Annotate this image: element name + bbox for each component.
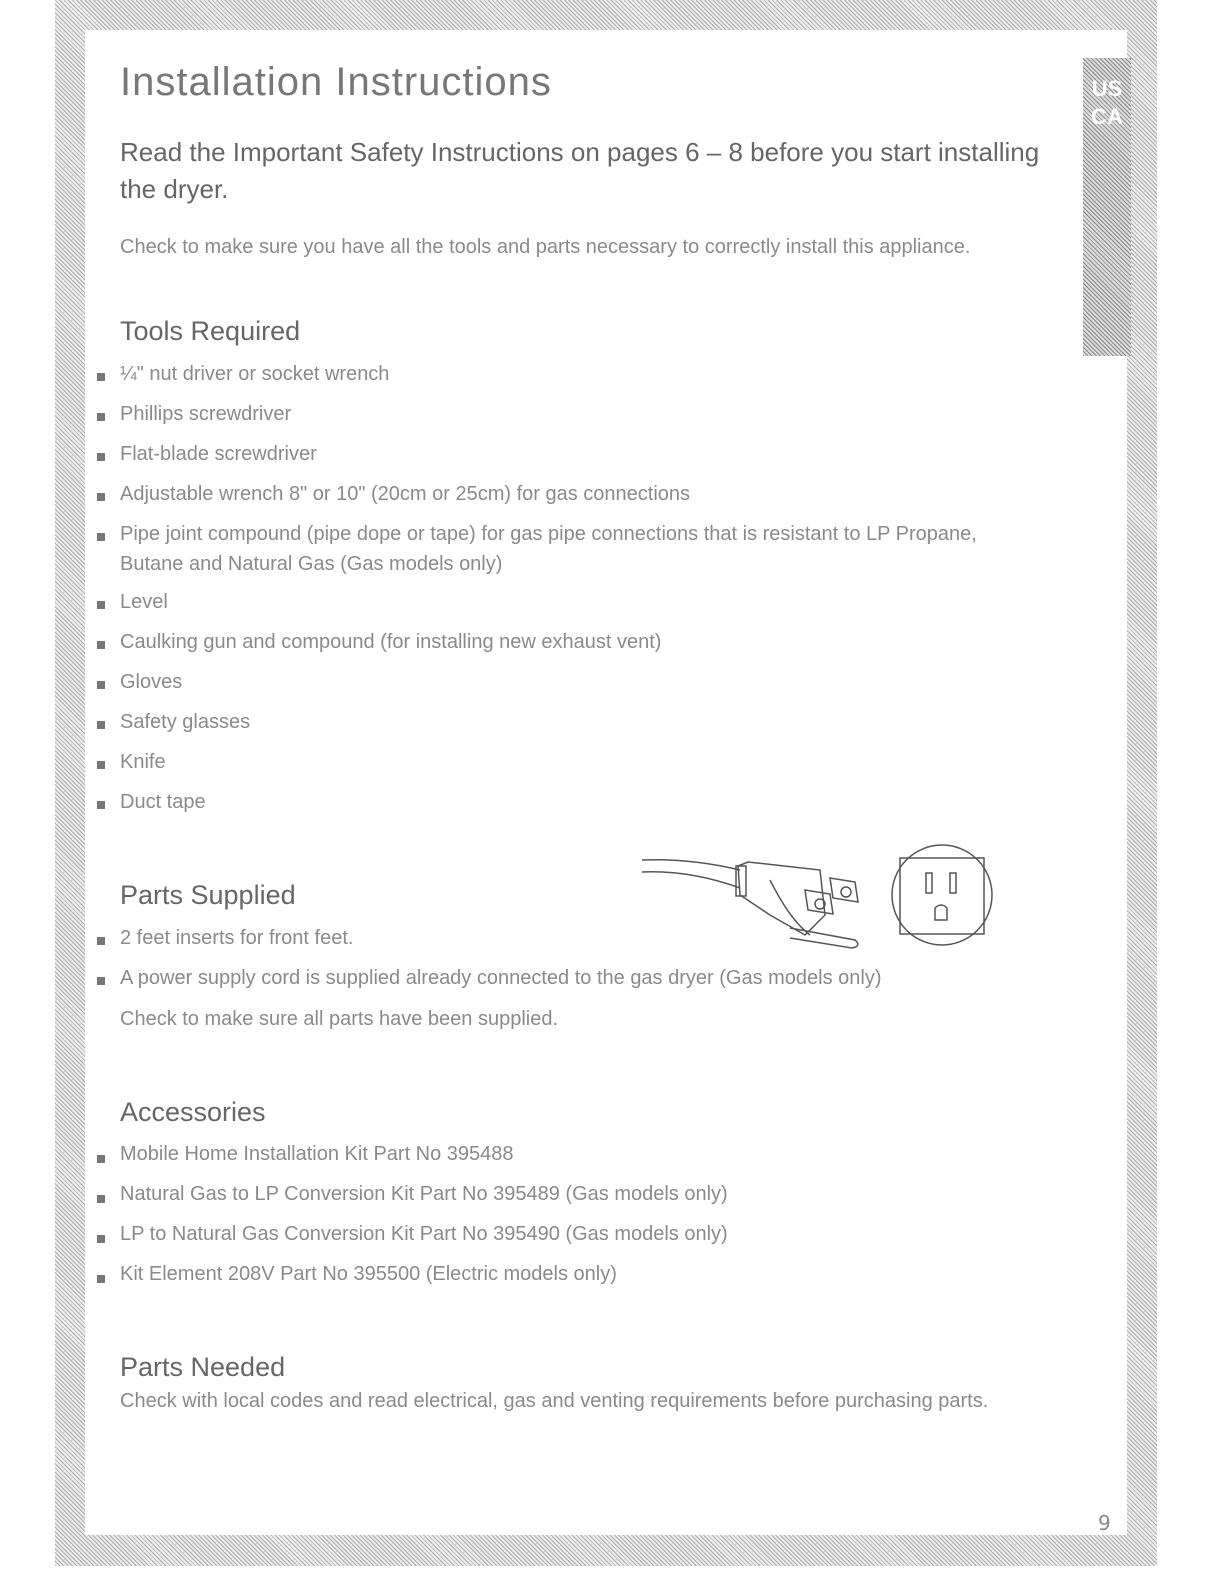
bullet-icon bbox=[97, 373, 105, 381]
list-item: Flat-blade screwdriver bbox=[120, 443, 317, 465]
list-item-continued: Butane and Natural Gas (Gas models only) bbox=[120, 553, 503, 575]
accessories-heading: Accessories bbox=[120, 1097, 266, 1127]
list-item: A power supply cord is supplied already connected to the gas dryer (Gas models only) bbox=[120, 967, 882, 989]
list-item: Knife bbox=[120, 751, 166, 773]
safety-notice: Read the Important Safety Instructions on pages 6 – 8 before you start installing the dryer. bbox=[120, 137, 1040, 204]
region-us: US bbox=[1091, 76, 1123, 101]
power-plug-illustration bbox=[630, 840, 1010, 950]
list-item: Gloves bbox=[120, 671, 183, 693]
list-item: Phillips screwdriver bbox=[120, 403, 292, 425]
list-item: Mobile Home Installation Kit Part No 395488 bbox=[120, 1143, 514, 1165]
list-item: Duct tape bbox=[120, 791, 206, 813]
bullet-icon bbox=[97, 801, 105, 809]
bullet-icon bbox=[97, 1235, 105, 1243]
bullet-icon bbox=[97, 681, 105, 689]
page-title: Installation Instructions bbox=[120, 60, 552, 104]
bullet-icon bbox=[97, 453, 105, 461]
parts-note: Check to make sure all parts have been supplied. bbox=[120, 1008, 559, 1030]
bullet-icon bbox=[97, 601, 105, 609]
bullet-icon bbox=[97, 937, 105, 945]
bullet-icon bbox=[97, 413, 105, 421]
parts-needed-heading: Parts Needed bbox=[120, 1352, 286, 1382]
list-item: Natural Gas to LP Conversion Kit Part No 395489 (Gas models only) bbox=[120, 1183, 728, 1205]
region-ca: CA bbox=[1091, 104, 1123, 129]
region-tab bbox=[1083, 58, 1131, 356]
parts-needed-text: Check with local codes and read electrical, gas and venting requirements before purchasing parts. bbox=[120, 1390, 989, 1412]
list-item: Safety glasses bbox=[120, 711, 251, 733]
bullet-icon bbox=[97, 977, 105, 985]
tools-heading: Tools Required bbox=[120, 316, 301, 346]
list-item: LP to Natural Gas Conversion Kit Part No 395490 (Gas models only) bbox=[120, 1223, 728, 1245]
list-item: Caulking gun and compound (for installing new exhaust vent) bbox=[120, 631, 662, 653]
bullet-icon bbox=[97, 761, 105, 769]
list-item: 2 feet inserts for front feet. bbox=[120, 927, 354, 949]
list-item: Level bbox=[120, 591, 168, 613]
bullet-icon bbox=[97, 721, 105, 729]
list-item: Pipe joint compound (pipe dope or tape) for gas pipe connections that is resistant to LP Propane, bbox=[120, 523, 977, 545]
bullet-icon bbox=[97, 1275, 105, 1283]
bullet-icon bbox=[97, 493, 105, 501]
parts-heading: Parts Supplied bbox=[120, 880, 296, 910]
list-item: Adjustable wrench 8" or 10" (20cm or 25cm) for gas connections bbox=[120, 483, 691, 505]
list-item: ¼" nut driver or socket wrench bbox=[120, 363, 390, 385]
bullet-icon bbox=[97, 533, 105, 541]
intro-text: Check to make sure you have all the tools and parts necessary to correctly install this appliance. bbox=[120, 236, 971, 258]
list-item: Kit Element 208V Part No 395500 (Electric models only) bbox=[120, 1263, 617, 1285]
page-number: 9 bbox=[1098, 1511, 1111, 1535]
bullet-icon bbox=[97, 1195, 105, 1203]
bullet-icon bbox=[97, 641, 105, 649]
bullet-icon bbox=[97, 1155, 105, 1163]
